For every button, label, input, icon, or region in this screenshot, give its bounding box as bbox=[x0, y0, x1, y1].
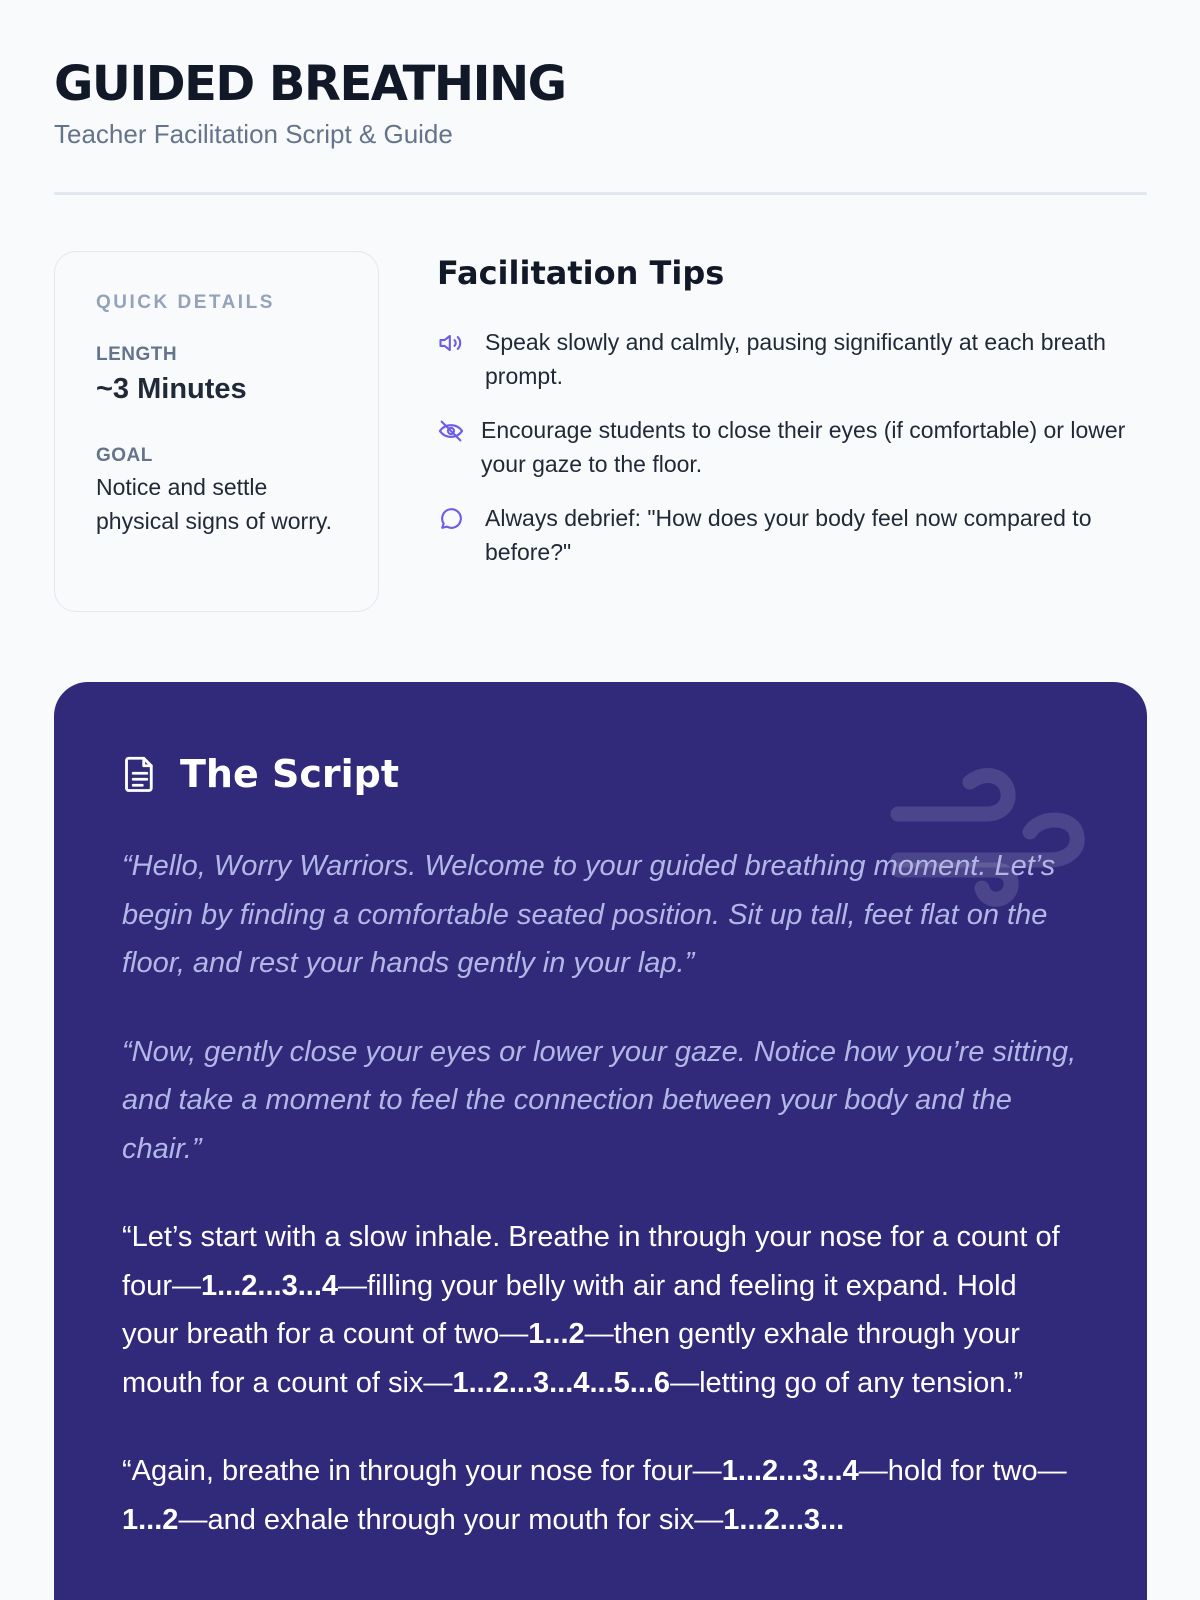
tip-item bbox=[437, 413, 1147, 481]
tip-text: Encourage students to close their eyes (if comfortable) or lower your gaze to the floor. bbox=[481, 417, 1126, 477]
count-emphasis: 1...2...3...4...5...6 bbox=[452, 1366, 671, 1399]
quick-details-heading: QUICK DETAILS bbox=[96, 292, 275, 313]
script-paragraph-4 bbox=[122, 1447, 1081, 1544]
tip-text: Speak slowly and calmly, pausing significantly at each breath prompt. bbox=[485, 329, 1106, 389]
count-emphasis: 1...2 bbox=[122, 1503, 179, 1536]
tip-text: Always debrief: "How does your body feel now compared to before?" bbox=[485, 505, 1092, 565]
script-text: “Let’s start with a slow inhale. Breathe in through your nose for a count of four— bbox=[122, 1221, 1060, 1302]
script-text: “Again, breathe in through your nose for four— bbox=[122, 1455, 722, 1487]
tip-item bbox=[437, 501, 1147, 569]
speaker-icon bbox=[437, 329, 465, 357]
script-card bbox=[54, 682, 1147, 1600]
script-text: —letting go of any tension.” bbox=[670, 1366, 1024, 1399]
count-emphasis: 1...2...3...4 bbox=[200, 1269, 339, 1302]
script-text: —then gently exhale through your mouth for a count of six— bbox=[122, 1318, 1020, 1399]
script-paragraph-3 bbox=[122, 1213, 1081, 1407]
script-paragraph-1: “Hello, Worry Warriors. Welcome to your guided breathing moment. Let’s begin by finding a comfortable seated position. Sit up tall, feet flat on the floor, and rest your hands gently in your lap.” bbox=[122, 850, 1056, 979]
script-text: —filling your belly with air and feeling it expand. Hold your breath for a count of two— bbox=[122, 1269, 1017, 1350]
eye-off-icon bbox=[437, 417, 465, 445]
document-icon bbox=[122, 754, 158, 794]
count-emphasis: 1...2...3...4 bbox=[721, 1455, 859, 1487]
page-subtitle: Teacher Facilitation Script & Guide bbox=[54, 119, 453, 149]
page bbox=[54, 0, 1147, 1600]
quick-details-card bbox=[54, 251, 379, 612]
length-label: LENGTH bbox=[96, 344, 178, 365]
tip-item bbox=[437, 325, 1147, 393]
count-emphasis: 1...2...3... bbox=[723, 1503, 845, 1536]
script-text: —hold for two— bbox=[858, 1455, 1067, 1487]
speech-bubble-icon bbox=[437, 505, 465, 533]
script-title: The Script bbox=[180, 752, 400, 796]
goal-label: GOAL bbox=[96, 445, 153, 466]
count-emphasis: 1...2 bbox=[528, 1318, 585, 1350]
facilitation-tips bbox=[437, 251, 1147, 569]
page-title: GUIDED BREATHING bbox=[54, 56, 566, 112]
script-paragraph-2: “Now, gently close your eyes or lower your gaze. Notice how you’re sitting, and take a moment to feel the connection between your body and the chair.” bbox=[122, 1035, 1077, 1165]
length-value: ~3 Minutes bbox=[96, 373, 247, 405]
facilitation-tips-title: Facilitation Tips bbox=[437, 254, 725, 292]
goal-value: Notice and settle physical signs of worry. bbox=[96, 474, 333, 534]
header-divider bbox=[54, 192, 1147, 195]
script-text: —and exhale through your mouth for six— bbox=[178, 1503, 724, 1536]
